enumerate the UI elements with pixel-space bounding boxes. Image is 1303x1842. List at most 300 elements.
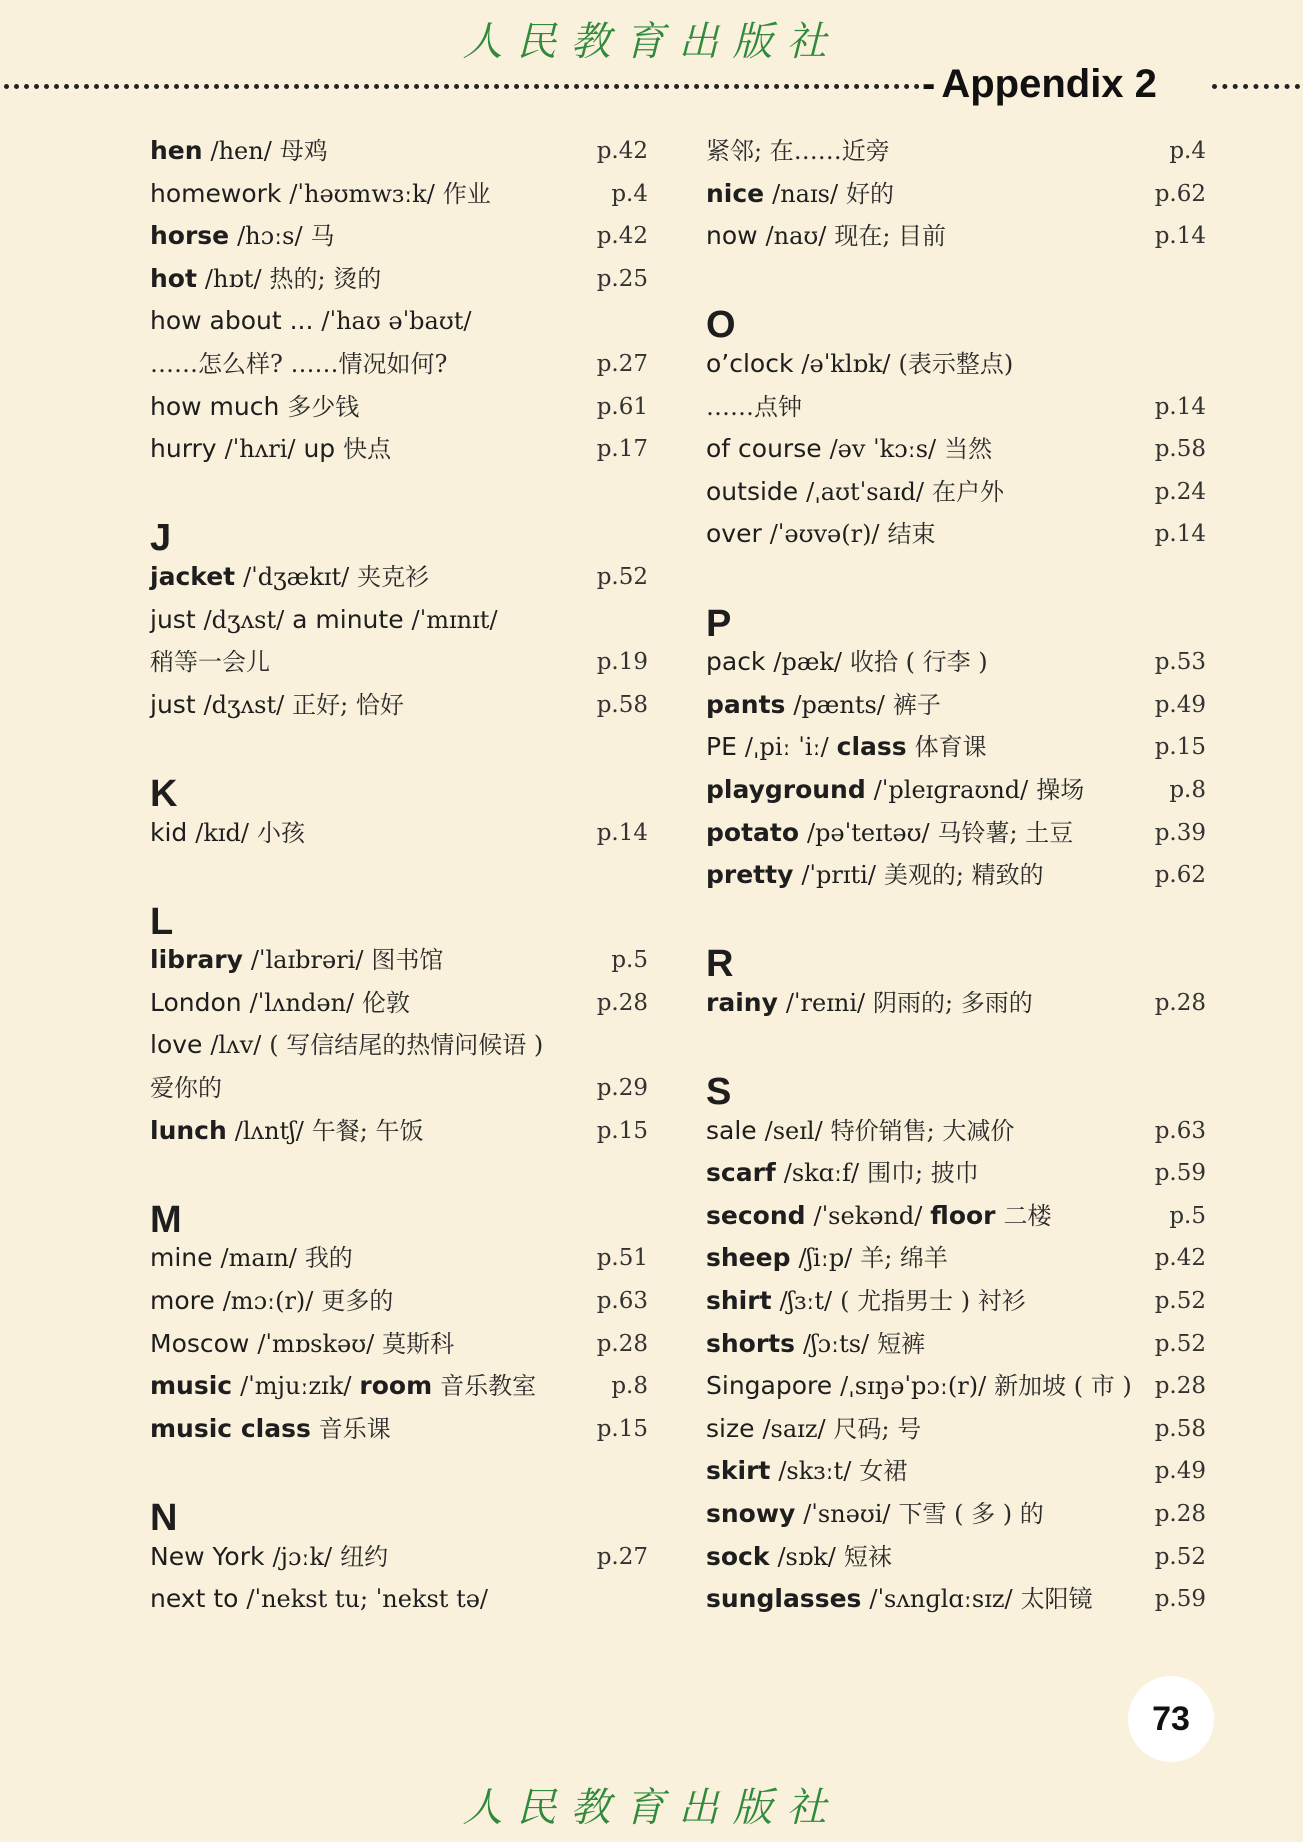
glossary-entry: [706, 513, 1206, 556]
glossary-column-left: [150, 130, 648, 1621]
header-dotted-rule-left: [4, 84, 920, 89]
page-reference: p.14: [1154, 521, 1206, 548]
appendix-header: [0, 62, 1303, 112]
phonetic: /maɪn/: [220, 1244, 297, 1273]
glossary-entry: [150, 1280, 648, 1323]
entry-text: [150, 1578, 488, 1621]
entry-text: [706, 1280, 1026, 1323]
page-reference: p.42: [596, 138, 648, 164]
headword: of course: [706, 434, 822, 464]
phonetic: /hɒt/: [204, 264, 262, 293]
chinese-meaning: 夹克衫: [357, 562, 430, 591]
glossary-column-right: [706, 130, 1206, 1621]
glossary-entry: [150, 428, 648, 471]
glossary-entry: [150, 1110, 648, 1153]
entry-text: [150, 428, 391, 471]
phonetic: /ˈsʌnɡlɑːsɪz/: [869, 1585, 1013, 1614]
page-reference: p.52: [1154, 1288, 1206, 1315]
chinese-meaning: 短裤: [877, 1329, 926, 1358]
section-letter: S: [706, 1071, 732, 1114]
section-letter: R: [706, 943, 734, 986]
headword: jacket: [150, 561, 236, 591]
glossary-entry: [706, 1152, 1206, 1195]
chinese-meaning: 音乐课: [318, 1414, 391, 1443]
glossary-entry: [150, 386, 648, 429]
chinese-meaning: ……怎么样? ……情况如何?: [150, 349, 448, 378]
headword: how much: [150, 391, 280, 421]
phonetic: /ˌsɪŋəˈpɔː(r)/: [840, 1372, 987, 1401]
phonetic: /sɒk/: [777, 1542, 836, 1571]
section-letter: P: [706, 602, 732, 645]
entry-text: [706, 1323, 925, 1366]
page-reference: p.25: [596, 265, 648, 292]
entry-text: [706, 1408, 921, 1451]
entry-text: [706, 130, 890, 173]
chinese-meaning: 爱你的: [150, 1074, 222, 1103]
headword: New York: [150, 1541, 265, 1571]
phonetic: /hɔːs/: [237, 222, 303, 251]
headword: just: [150, 604, 196, 634]
page-reference: p.24: [1154, 478, 1206, 505]
section-letter: J: [150, 517, 172, 560]
chinese-meaning: 体育课: [914, 733, 987, 762]
phonetic: /ˈnekst tu; ˈnekst tə/: [246, 1585, 489, 1614]
page-reference: p.15: [596, 1415, 648, 1442]
phonetic: /ˈlaɪbrəri/: [250, 946, 364, 975]
phonetic: /seɪl/: [764, 1116, 823, 1145]
glossary-entry: [150, 215, 648, 258]
page-reference: p.39: [1154, 819, 1206, 846]
chinese-meaning: 现在; 目前: [834, 222, 947, 251]
glossary-entry: [150, 1237, 648, 1280]
entry-text: [150, 556, 429, 599]
entry-text: [150, 1067, 222, 1110]
section-letter: M: [150, 1198, 182, 1241]
glossary-entry: [150, 258, 648, 301]
page-number: 73: [1128, 1676, 1214, 1762]
page-reference: p.27: [596, 350, 648, 377]
phonetic: /ˈlʌndən/: [249, 988, 355, 1017]
entry-text: [150, 599, 498, 642]
entry-text: [706, 1450, 907, 1493]
phonetic: /ˈreɪni/: [785, 988, 866, 1017]
page-reference: p.5: [611, 947, 648, 974]
entry-text: [706, 982, 1033, 1025]
glossary-entry: [150, 684, 648, 727]
phonetic: /skɜːt/: [778, 1457, 852, 1486]
phonetic: /pænts/: [793, 690, 885, 719]
headword: playground: [706, 774, 866, 804]
headword: shorts: [706, 1328, 796, 1358]
chinese-meaning: 作业: [442, 179, 491, 208]
entry-text: [150, 1280, 393, 1323]
headword: size: [706, 1413, 755, 1443]
chinese-meaning: (表示整点): [898, 349, 1014, 378]
page-reference: p.52: [596, 563, 648, 590]
headword: lunch: [150, 1115, 227, 1145]
entry-text: [706, 1237, 948, 1280]
entry-text: [150, 1536, 388, 1579]
chinese-meaning: 在户外: [931, 477, 1004, 506]
chinese-meaning: 收拾 ( 行李 ): [849, 648, 988, 677]
chinese-meaning: 多少钱: [287, 392, 360, 421]
phonetic: /ˈsnəʊi/: [803, 1500, 891, 1528]
page-reference: p.51: [596, 1245, 648, 1272]
glossary-entry: [706, 812, 1206, 855]
entry-text: [150, 1024, 543, 1067]
phonetic: /skɑːf/: [783, 1159, 860, 1188]
entry-text: [706, 684, 941, 727]
glossary-entry: [706, 726, 1206, 769]
section-letter: N: [150, 1497, 178, 1539]
entry-text: [150, 130, 328, 173]
chinese-meaning: 小孩: [256, 818, 305, 847]
spacer: [706, 1024, 1206, 1067]
chinese-meaning: 马铃薯; 土豆: [937, 818, 1074, 847]
page-reference: p.63: [596, 1288, 648, 1315]
headword: London: [150, 987, 242, 1017]
phonetic: /ˈhaʊ əˈbaʊt/: [321, 307, 472, 336]
headword: sunglasses: [706, 1584, 862, 1614]
glossary-entry: [706, 684, 1206, 727]
glossary-entry: [706, 769, 1206, 812]
phonetic: /əv ˈkɔːs/: [829, 435, 937, 464]
page-reference: p.42: [596, 223, 648, 250]
glossary-entry: [706, 215, 1206, 258]
chinese-meaning: 正好; 恰好: [292, 690, 404, 719]
page-reference: p.49: [1154, 691, 1206, 718]
phonetic: /ˌaʊtˈsaɪd/: [806, 477, 924, 506]
page-reference: p.53: [1154, 649, 1206, 676]
header-dotted-rule-right: [1212, 84, 1300, 89]
entry-text: [706, 1365, 1132, 1408]
chinese-meaning: 短袜: [843, 1542, 892, 1571]
page-reference: p.19: [596, 649, 648, 676]
phonetic: /lʌntʃ/: [234, 1116, 304, 1145]
entry-text: [706, 854, 1044, 897]
headword: rainy: [706, 987, 778, 1017]
glossary-entry: [706, 343, 1206, 386]
entry-text: [706, 471, 1004, 514]
glossary-entry: [150, 812, 648, 855]
entry-text: [150, 1365, 536, 1408]
chinese-meaning: 快点: [343, 435, 392, 464]
chinese-meaning: 下雪 ( 多 ) 的: [898, 1500, 1044, 1528]
headword: homework: [150, 178, 282, 208]
page-reference: p.52: [1154, 1543, 1206, 1570]
chinese-meaning: 母鸡: [279, 137, 328, 165]
phonetic: /ˈmjuːzɪk/: [240, 1372, 352, 1401]
entry-text: [706, 1493, 1044, 1536]
headword-continuation: class: [836, 732, 907, 762]
phonetic: /ˈsekənd/: [813, 1201, 923, 1230]
headword: pants: [706, 689, 786, 719]
chinese-meaning: 结束: [887, 520, 936, 549]
chinese-meaning: ……点钟: [706, 392, 802, 421]
headword: now: [706, 221, 758, 251]
phonetic: /ˈmɒskəʊ/: [257, 1329, 375, 1358]
headword: Moscow: [150, 1328, 250, 1358]
phonetic: /dʒʌst/: [203, 605, 285, 634]
glossary-entry: [706, 641, 1206, 684]
glossary-entry: [706, 1323, 1206, 1366]
spacer: [706, 556, 1206, 599]
headword: snowy: [706, 1499, 796, 1528]
spacer: [150, 471, 648, 514]
chinese-meaning: 操场: [1036, 775, 1085, 804]
page-reference: p.14: [596, 819, 648, 846]
headword-continuation: floor: [930, 1200, 996, 1230]
glossary-entry: [706, 1408, 1206, 1451]
spacer: [150, 1450, 648, 1493]
glossary-entry: [706, 982, 1206, 1025]
chinese-meaning: 午餐; 午饭: [311, 1116, 424, 1145]
page-reference: p.17: [596, 436, 648, 463]
page-reference: p.28: [596, 1330, 648, 1357]
glossary-entry: [706, 854, 1206, 897]
headword: shirt: [706, 1286, 772, 1316]
page-reference: p.52: [1154, 1330, 1206, 1357]
phonetic: /ʃɜːt/: [779, 1287, 833, 1316]
glossary-entry: [706, 1237, 1206, 1280]
headword: music: [150, 1371, 233, 1401]
phonetic: /kɪd/: [195, 818, 250, 847]
headword: sock: [706, 1541, 770, 1571]
chinese-meaning: 羊; 绵羊: [860, 1244, 948, 1273]
page-reference: p.28: [1154, 1501, 1206, 1527]
phonetic: /ʃɔːts/: [802, 1329, 870, 1358]
chinese-meaning: 稍等一会儿: [150, 648, 270, 677]
glossary-entry: [706, 1365, 1206, 1408]
chinese-meaning: 伦敦: [362, 988, 411, 1017]
chinese-meaning: 阴雨的; 多雨的: [873, 988, 1033, 1017]
chinese-meaning: 太阳镜: [1020, 1585, 1093, 1614]
headword: PE: [706, 732, 737, 762]
chinese-meaning: 莫斯科: [382, 1329, 455, 1358]
glossary-entry: [150, 556, 648, 599]
glossary-entry: [706, 1578, 1206, 1621]
spacer: [150, 726, 648, 769]
headword: nice: [706, 178, 765, 208]
entry-text: [150, 215, 335, 258]
page-reference: p.28: [596, 989, 648, 1016]
headword-continuation: up: [303, 434, 336, 464]
phonetic: /ˌpiː ˈiː/: [744, 733, 829, 762]
chinese-meaning: 更多的: [321, 1287, 394, 1316]
headword: hen: [150, 136, 203, 165]
phonetic: /naɪs/: [772, 179, 839, 208]
headword: library: [150, 945, 243, 975]
page-reference: p.5: [1169, 1202, 1206, 1229]
chinese-meaning: ( 尤指男士 ) 衬衫: [840, 1287, 1026, 1316]
page-reference: p.8: [611, 1373, 648, 1400]
headword: sale: [706, 1115, 757, 1145]
chinese-meaning: 特价销售; 大减价: [830, 1116, 1015, 1145]
page-reference: p.14: [1154, 393, 1206, 420]
chinese-meaning: 图书馆: [371, 946, 444, 975]
glossary-entry: [706, 1195, 1206, 1238]
glossary-entry: [706, 1110, 1206, 1153]
phonetic: /pæk/: [773, 648, 843, 677]
chinese-meaning: 新加坡 ( 市 ): [994, 1372, 1132, 1401]
glossary-entry: [150, 1536, 648, 1579]
glossary-entry: [150, 1024, 648, 1067]
page-reference: p.59: [1154, 1160, 1206, 1187]
chinese-meaning: 二楼: [1003, 1201, 1052, 1230]
page-reference: p.4: [611, 180, 648, 207]
spacer: [150, 1152, 648, 1195]
headword: pretty: [706, 860, 794, 890]
page-reference: p.27: [596, 1543, 648, 1570]
glossary-entry: [150, 599, 648, 642]
chinese-meaning: 音乐教室: [440, 1372, 537, 1401]
headword: mine: [150, 1243, 213, 1273]
headword: sheep: [706, 1243, 791, 1273]
publisher-logo-top: 人民教育出版社: [462, 19, 841, 65]
page-reference: p.15: [1154, 734, 1206, 761]
glossary-entry: [150, 300, 648, 343]
page-reference: p.63: [1154, 1117, 1206, 1144]
entry-text: [150, 173, 491, 216]
headword: next to: [150, 1584, 239, 1614]
chinese-meaning: 马: [310, 222, 335, 251]
entry-text: [706, 1536, 892, 1579]
section-letter: O: [706, 304, 736, 347]
phonetic: /hen/: [210, 137, 272, 165]
phonetic: /lʌv/: [210, 1031, 262, 1060]
entry-text: [150, 258, 381, 301]
entry-text: [706, 386, 802, 429]
headword: potato: [706, 817, 800, 847]
chinese-meaning: 围巾; 披巾: [867, 1159, 979, 1188]
page-reference: p.14: [1154, 223, 1206, 250]
chinese-meaning: 裤子: [892, 690, 941, 719]
phonetic: /naʊ/: [765, 222, 827, 251]
glossary-entry: [706, 428, 1206, 471]
page-reference: p.58: [1154, 436, 1206, 463]
entry-text: [706, 1578, 1093, 1621]
glossary-entry: [150, 1408, 648, 1451]
entry-text: [150, 1408, 391, 1451]
entry-text: [150, 1237, 353, 1280]
entry-text: [150, 939, 443, 982]
chinese-meaning: 美观的; 精致的: [883, 861, 1044, 890]
entry-text: [706, 726, 987, 769]
glossary-entry: [706, 386, 1206, 429]
entry-text: [150, 386, 359, 429]
entry-text: [150, 982, 410, 1025]
entry-text: [706, 513, 935, 556]
glossary-entry: [150, 130, 648, 173]
page-reference: p.42: [1154, 1245, 1206, 1272]
phonetic: /pəˈteɪtəʊ/: [806, 818, 930, 847]
section-letter: L: [150, 900, 174, 943]
appendix-title-text: Appendix 2: [941, 62, 1157, 106]
headword: pack: [706, 647, 766, 677]
headword-continuation: room: [359, 1371, 433, 1401]
phonetic: /ˈprɪti/: [801, 861, 876, 890]
chinese-meaning: 热的; 烫的: [269, 264, 382, 293]
page-reference: p.28: [1154, 1373, 1206, 1400]
chinese-meaning: 我的: [304, 1244, 353, 1273]
glossary-entry: [706, 173, 1206, 216]
chinese-meaning: 紧邻; 在……近旁: [706, 137, 890, 165]
section-letter: K: [150, 772, 178, 815]
publisher-logo-bottom: 人民教育出版社: [462, 1785, 841, 1831]
entry-text: [706, 641, 988, 684]
headword: over: [706, 519, 762, 549]
glossary-entry: [150, 1365, 648, 1408]
glossary-entry: [150, 1578, 648, 1621]
entry-text: [706, 343, 1013, 386]
entry-text: [706, 812, 1073, 855]
spacer: [706, 258, 1206, 301]
page-reference: p.62: [1154, 862, 1206, 889]
entry-text: [706, 215, 946, 258]
glossary-entry: [150, 641, 648, 684]
appendix-title: - Appendix 2: [922, 62, 1157, 106]
glossary-entry: [706, 1536, 1206, 1579]
chinese-meaning: 纽约: [340, 1542, 389, 1571]
glossary-entry: [706, 1450, 1206, 1493]
spacer: [706, 897, 1206, 940]
chinese-meaning: 当然: [944, 435, 993, 464]
phonetic: /dʒʌst/: [203, 690, 285, 719]
phonetic: /ˈmɪnɪt/: [411, 605, 498, 634]
entry-text: [150, 812, 305, 855]
headword: hot: [150, 263, 197, 293]
phonetic: /saɪz/: [762, 1414, 826, 1443]
phonetic: /ʃiːp/: [798, 1244, 853, 1273]
page-reference: p.61: [596, 393, 648, 420]
headword-continuation: a minute: [292, 604, 404, 634]
chinese-meaning: 女裙: [859, 1457, 908, 1486]
entry-text: [706, 1110, 1014, 1153]
glossary-entry: [150, 1323, 648, 1366]
phonetic: /ˈdʒækɪt/: [243, 562, 350, 591]
page-reference: p.49: [1154, 1458, 1206, 1485]
entry-text: [150, 300, 471, 343]
page-reference: p.58: [596, 691, 648, 718]
spacer: [150, 854, 648, 897]
headword: kid: [150, 817, 188, 847]
page-reference: p.8: [1169, 776, 1206, 803]
headword: music class: [150, 1413, 311, 1443]
headword: more: [150, 1286, 215, 1316]
phonetic: /ˈpleɪɡraʊnd/: [873, 775, 1029, 804]
chinese-meaning: ( 写信结尾的热情问候语 ): [269, 1031, 544, 1060]
glossary-entry: [706, 471, 1206, 514]
phonetic: /ˈəʊvə(r)/: [769, 520, 880, 549]
headword: scarf: [706, 1158, 776, 1188]
page-reference: p.59: [1154, 1586, 1206, 1613]
phonetic: /mɔː(r)/: [222, 1287, 314, 1316]
headword: skirt: [706, 1456, 771, 1486]
glossary-entry: [706, 130, 1206, 173]
glossary-entry: [150, 1067, 648, 1110]
entry-text: [150, 1110, 423, 1153]
headword: love: [150, 1030, 203, 1060]
chinese-meaning: 尺码; 号: [833, 1414, 922, 1443]
page-reference: p.28: [1154, 989, 1206, 1016]
chinese-meaning: 好的: [846, 179, 894, 208]
headword: o’clock: [706, 348, 794, 378]
phonetic: /jɔːk/: [272, 1542, 333, 1571]
headword: just: [150, 689, 196, 719]
entry-text: [150, 343, 447, 386]
entry-text: [706, 173, 894, 216]
headword: second: [706, 1200, 806, 1230]
